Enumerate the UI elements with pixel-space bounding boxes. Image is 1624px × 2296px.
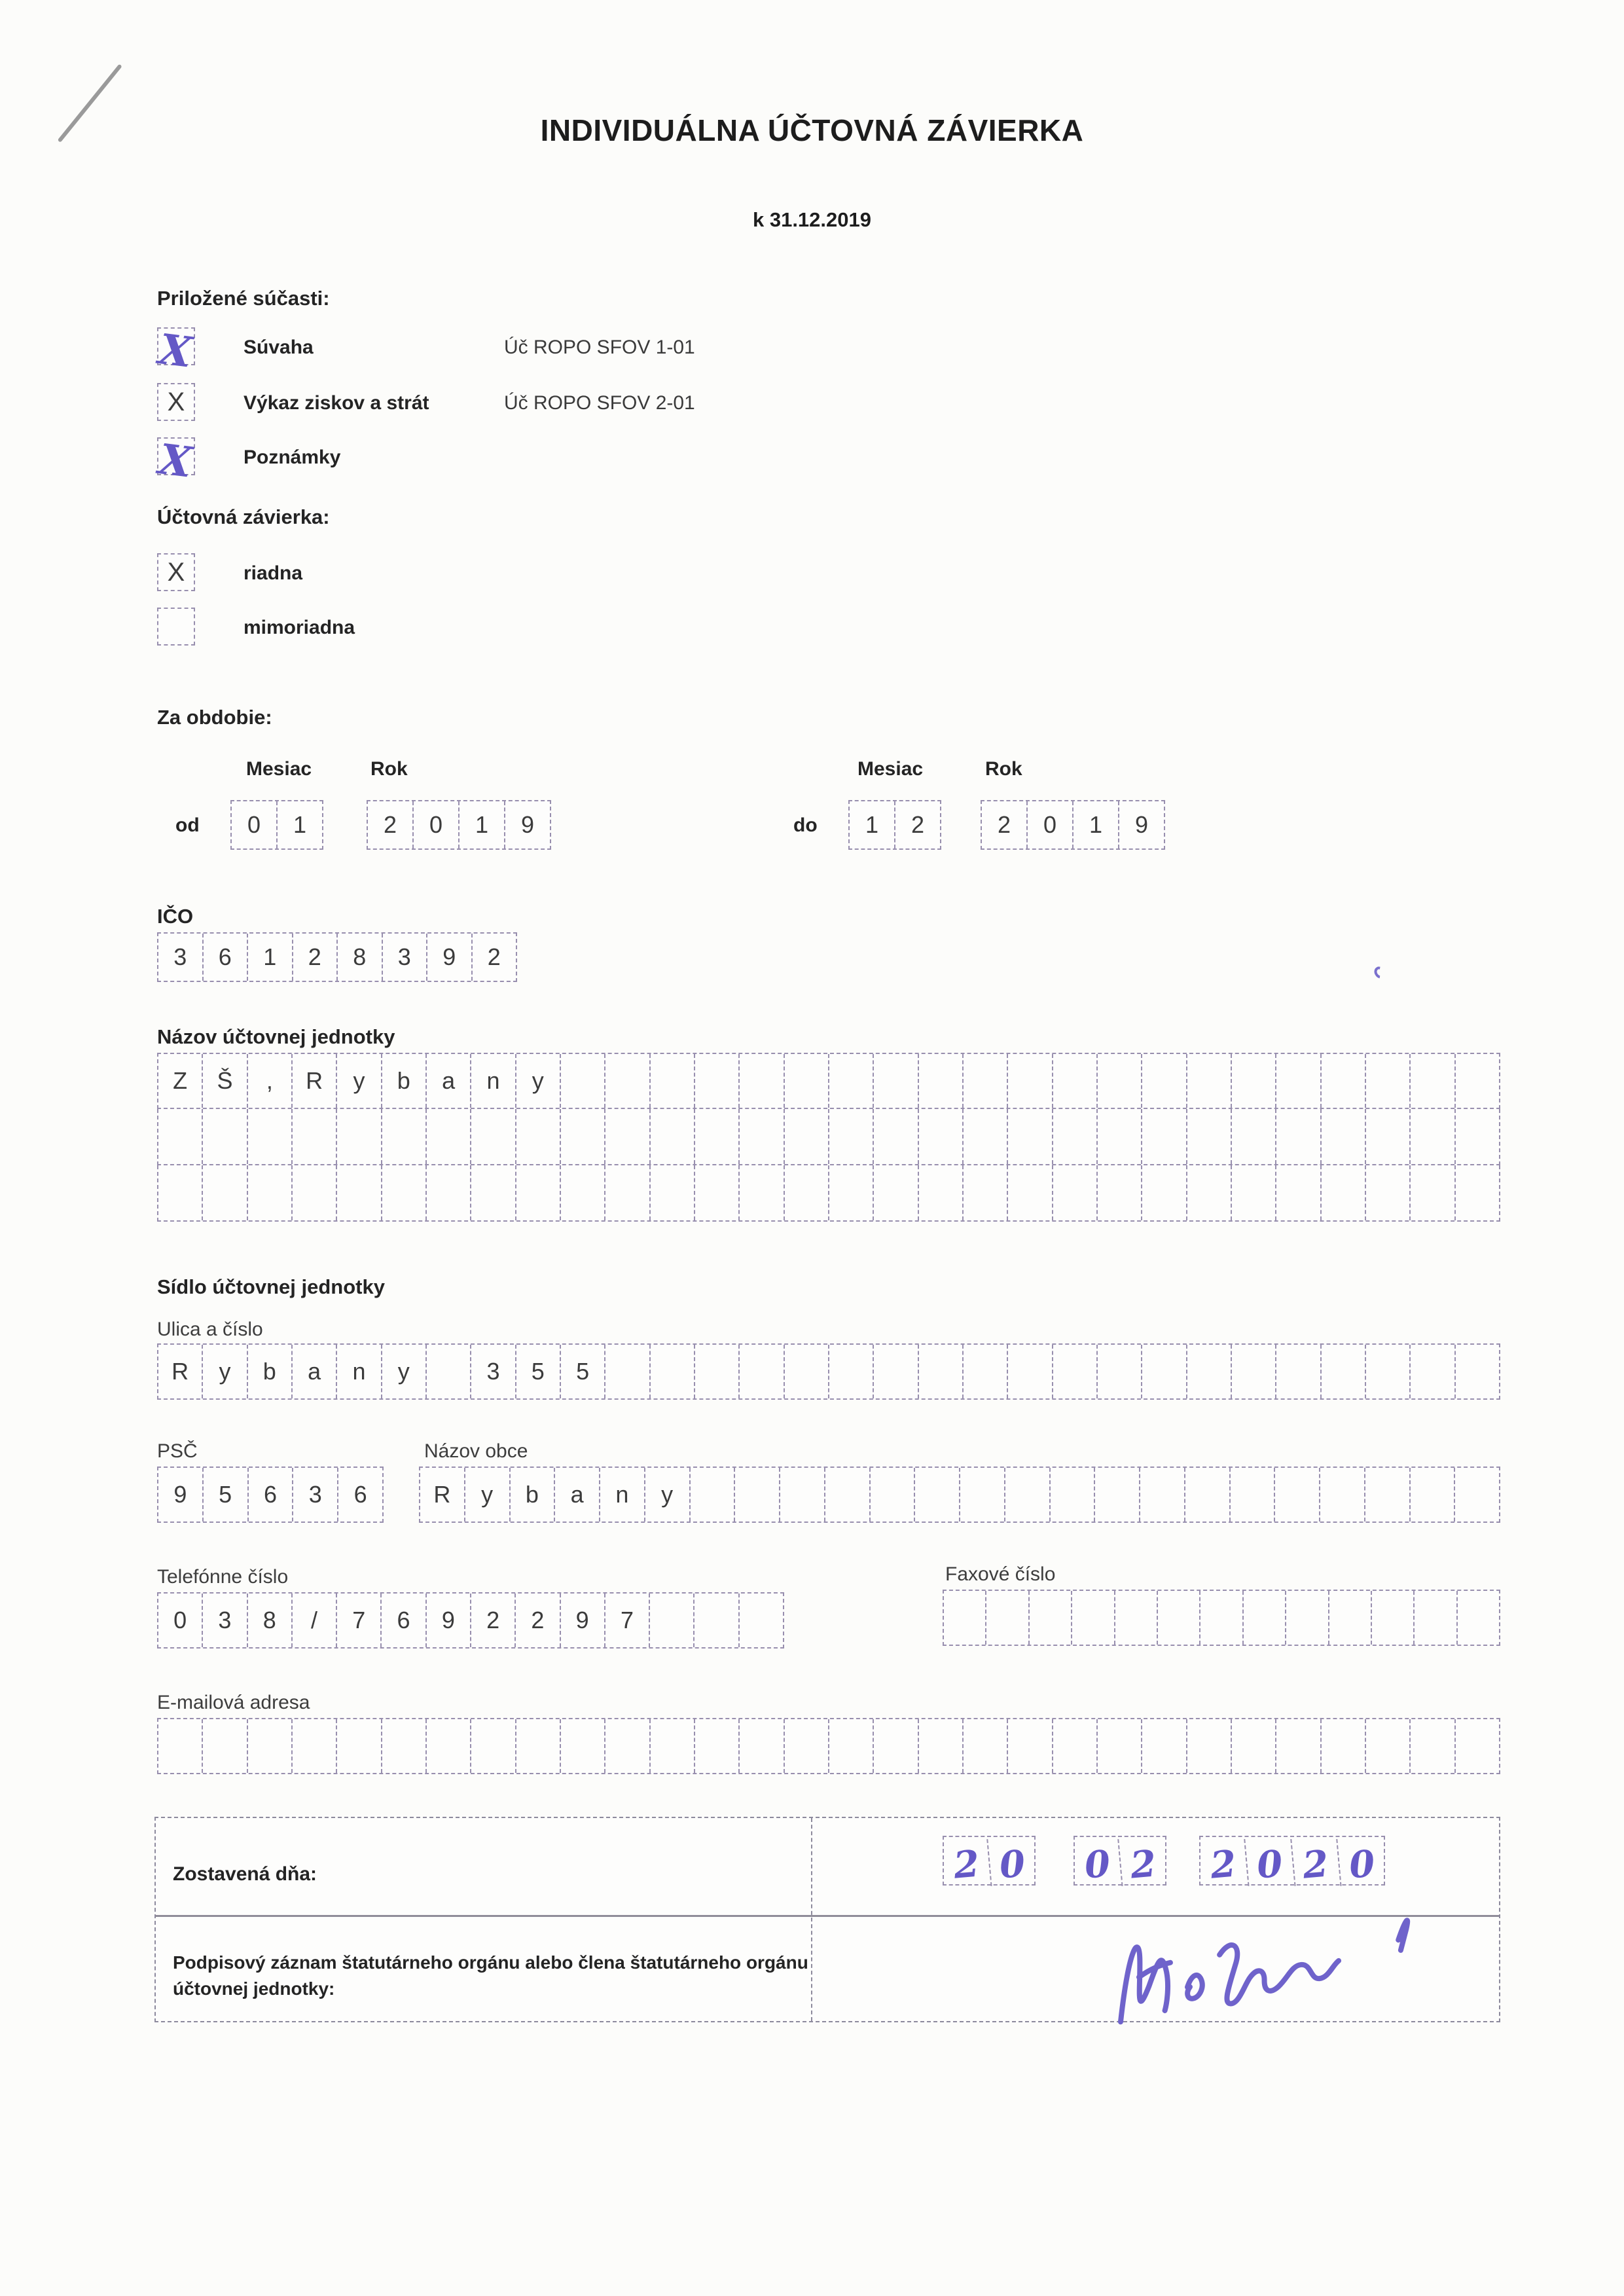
grid-cell[interactable] (427, 1719, 471, 1773)
grid-cell[interactable] (1322, 1345, 1366, 1398)
grid-cell[interactable] (1232, 1054, 1276, 1108)
grid-cell[interactable] (1411, 1719, 1455, 1773)
sidlo-heading: Sídlo účtovnej jednotky (157, 1275, 385, 1298)
ink-speck (1372, 964, 1388, 981)
grid-cell[interactable] (1322, 1054, 1366, 1108)
grid-cell[interactable] (471, 1109, 516, 1164)
grid-cell[interactable]: n (471, 1054, 516, 1108)
grid-cell[interactable] (785, 1719, 829, 1773)
grid-cell[interactable]: 2 (911, 811, 925, 838)
grid-cell[interactable] (1053, 1345, 1098, 1398)
x-mark-handwritten: X (156, 435, 195, 488)
grid-cell[interactable] (1366, 1165, 1411, 1220)
grid-cell[interactable] (158, 1109, 203, 1164)
signature (1093, 1908, 1434, 2036)
label-riadna: riadna (244, 562, 303, 584)
grid-cell[interactable] (1098, 1719, 1142, 1773)
zostavena-label: Zostavená dňa: (173, 1863, 317, 1885)
grid-cell[interactable]: R (158, 1345, 203, 1398)
grid-cell[interactable] (1008, 1054, 1053, 1108)
rok-label-left: Rok (370, 758, 408, 780)
grid-cell[interactable] (964, 1719, 1008, 1773)
grid-cell[interactable] (1456, 1054, 1499, 1108)
grid-cell[interactable] (1411, 1468, 1456, 1522)
grid-cell[interactable] (829, 1054, 874, 1108)
grid-cell[interactable] (427, 1165, 471, 1220)
grid-cell[interactable] (1053, 1109, 1098, 1164)
grid-cell[interactable]: a (555, 1468, 600, 1522)
ico-grid[interactable] (157, 932, 517, 982)
grid-cell[interactable] (337, 1719, 382, 1773)
grid-cell[interactable] (203, 1719, 247, 1773)
grid-cell[interactable] (1185, 1468, 1231, 1522)
date-year-grid[interactable] (1199, 1836, 1385, 1886)
grid-cell[interactable] (1098, 1345, 1142, 1398)
grid-cell[interactable] (1232, 1109, 1276, 1164)
mesiac-label-right: Mesiac (857, 758, 924, 780)
grid-cell[interactable]: n (600, 1468, 645, 1522)
grid-cell[interactable] (1142, 1165, 1187, 1220)
grid-cell[interactable] (1276, 1054, 1321, 1108)
grid-cell[interactable]: 1 (248, 934, 293, 981)
grid-cell[interactable] (1365, 1468, 1411, 1522)
grid-cell[interactable]: y (337, 1054, 382, 1108)
page-title: INDIVIDUÁLNA ÚČTOVNÁ ZÁVIERKA (540, 113, 1084, 147)
grid-cell[interactable]: 2 (1199, 1839, 1250, 1890)
grid-cell[interactable] (651, 1109, 695, 1164)
grid-cell[interactable] (874, 1054, 918, 1108)
page-subtitle: k 31.12.2019 (752, 208, 871, 231)
grid-cell[interactable] (919, 1345, 964, 1398)
email-label: E-mailová adresa (157, 1692, 310, 1713)
grid-cell[interactable]: 1 (850, 801, 895, 848)
obec-label: Názov obce (424, 1440, 528, 1462)
grid-cell[interactable] (1051, 1468, 1096, 1522)
label-suvaha: Súvaha (244, 337, 314, 358)
label-poznamky: Poznámky (244, 446, 341, 468)
grid-cell[interactable] (1095, 1468, 1140, 1522)
grid-cell[interactable] (1008, 1719, 1053, 1773)
grid-cell[interactable]: 6 (353, 1481, 367, 1508)
grid-cell[interactable] (1322, 1719, 1366, 1773)
grid-cell[interactable] (1276, 1109, 1321, 1164)
fax-grid[interactable] (943, 1590, 1500, 1646)
grid-cell[interactable] (829, 1719, 874, 1773)
grid-cell[interactable] (516, 1719, 561, 1773)
grid-cell[interactable] (780, 1468, 825, 1522)
grid-cell[interactable] (874, 1109, 918, 1164)
nazov-grid-row-1[interactable] (157, 1053, 1500, 1109)
grid-cell[interactable] (1329, 1591, 1372, 1645)
grid-cell[interactable] (740, 1594, 783, 1647)
grid-cell[interactable] (1366, 1054, 1411, 1108)
grid-cell[interactable] (651, 1054, 695, 1108)
grid-cell[interactable] (735, 1468, 780, 1522)
do-label: do (793, 814, 818, 836)
grid-cell[interactable] (829, 1109, 874, 1164)
grid-cell[interactable] (874, 1345, 918, 1398)
grid-cell[interactable]: Š (203, 1054, 247, 1108)
grid-cell[interactable]: 3 (158, 934, 204, 981)
grid-cell[interactable] (691, 1468, 736, 1522)
grid-cell[interactable] (1411, 1109, 1455, 1164)
x-mark-handwritten: X (156, 325, 195, 378)
period-heading: Za obdobie: (157, 706, 272, 729)
psc-label: PSČ (157, 1440, 198, 1462)
x-mark-printed: X (167, 388, 185, 416)
grid-cell[interactable] (1411, 1345, 1455, 1398)
grid-cell[interactable] (605, 1345, 650, 1398)
grid-cell[interactable] (1072, 1591, 1115, 1645)
grid-cell[interactable] (1142, 1719, 1187, 1773)
grid-cell[interactable] (1286, 1591, 1329, 1645)
grid-cell[interactable] (1366, 1109, 1411, 1164)
grid-cell[interactable] (785, 1345, 829, 1398)
nazov-heading: Názov účtovnej jednotky (157, 1025, 395, 1048)
grid-cell[interactable]: Z (158, 1054, 203, 1108)
podpis-label: Podpisový záznam štatutárneho orgánu alebo člena štatutárneho orgánu účtovnej jednotky: (173, 1952, 808, 1999)
grid-cell[interactable] (1098, 1054, 1142, 1108)
code-vykaz: Úč ROPO SFOV 2-01 (504, 392, 695, 414)
grid-cell[interactable] (785, 1054, 829, 1108)
grid-cell[interactable]: 9 (1134, 811, 1149, 838)
grid-cell[interactable]: 9 (427, 934, 473, 981)
label-mimoriadna: mimoriadna (244, 617, 355, 638)
grid-cell[interactable] (695, 1109, 740, 1164)
grid-cell[interactable]: 0 (158, 1594, 203, 1647)
tel-grid[interactable] (157, 1592, 784, 1649)
grid-cell[interactable] (1200, 1591, 1243, 1645)
checkbox-poznamky[interactable] (156, 435, 195, 488)
grid-cell[interactable]: 3 (383, 934, 428, 981)
grid-cell[interactable] (1008, 1345, 1053, 1398)
grid-cell[interactable] (695, 1345, 740, 1398)
grid-cell[interactable]: 7 (337, 1594, 382, 1647)
grid-cell[interactable] (561, 1054, 605, 1108)
mesiac-label-left: Mesiac (246, 758, 312, 780)
grid-cell[interactable]: 5 (204, 1468, 249, 1522)
grid-cell[interactable]: 1 (1074, 801, 1119, 848)
grid-cell[interactable] (986, 1591, 1029, 1645)
grid-cell[interactable]: 3 (203, 1594, 247, 1647)
grid-cell[interactable]: 0 (1245, 1839, 1295, 1890)
grid-cell[interactable] (964, 1165, 1008, 1220)
grid-cell[interactable]: 6 (204, 934, 249, 981)
grid-cell[interactable]: y (516, 1054, 561, 1108)
grid-cell[interactable] (382, 1165, 427, 1220)
grid-cell[interactable] (740, 1345, 784, 1398)
grid-cell[interactable] (1187, 1719, 1232, 1773)
grid-cell[interactable]: 0 (998, 1842, 1027, 1887)
grid-cell[interactable] (471, 1719, 516, 1773)
grid-cell[interactable]: a (293, 1345, 337, 1398)
grid-cell[interactable]: n (337, 1345, 382, 1398)
grid-cell[interactable]: R (420, 1468, 465, 1522)
grid-cell[interactable] (695, 1719, 740, 1773)
grid-cell[interactable]: 8 (338, 934, 383, 981)
grid-cell[interactable]: 9 (158, 1468, 204, 1522)
grid-cell[interactable]: 2 (487, 943, 501, 970)
grid-cell[interactable] (829, 1165, 874, 1220)
od-rok-grid[interactable] (367, 800, 551, 850)
grid-cell[interactable] (1232, 1165, 1276, 1220)
grid-cell[interactable]: a (427, 1054, 471, 1108)
grid-cell[interactable] (919, 1054, 964, 1108)
ico-label: IČO (157, 905, 194, 928)
x-mark-printed: X (167, 558, 185, 587)
grid-cell[interactable] (919, 1719, 964, 1773)
grid-cell[interactable] (1053, 1719, 1098, 1773)
grid-cell[interactable] (293, 1719, 337, 1773)
grid-cell[interactable]: 2 (516, 1594, 560, 1647)
grid-cell[interactable] (1456, 1345, 1499, 1398)
grid-cell[interactable] (203, 1109, 247, 1164)
grid-cell[interactable] (561, 1109, 605, 1164)
grid-cell[interactable]: y (645, 1468, 691, 1522)
grid-cell[interactable]: b (248, 1345, 293, 1398)
fax-label: Faxové číslo (945, 1563, 1056, 1585)
grid-cell[interactable] (561, 1165, 605, 1220)
grid-cell[interactable] (1275, 1468, 1320, 1522)
grid-cell[interactable] (1458, 1591, 1499, 1645)
grid-cell[interactable] (915, 1468, 960, 1522)
grid-cell[interactable] (1231, 1468, 1276, 1522)
obec-grid[interactable] (419, 1467, 1500, 1523)
grid-cell[interactable]: 5 (516, 1345, 561, 1398)
grid-cell[interactable] (1008, 1109, 1053, 1164)
grid-cell[interactable] (293, 1165, 337, 1220)
grid-cell[interactable] (695, 1165, 740, 1220)
grid-cell[interactable] (1098, 1165, 1142, 1220)
grid-cell[interactable] (1158, 1591, 1200, 1645)
grid-cell[interactable] (1115, 1591, 1158, 1645)
grid-cell[interactable] (1187, 1165, 1232, 1220)
grid-cell[interactable]: b (382, 1054, 427, 1108)
grid-cell[interactable]: 8 (248, 1594, 293, 1647)
grid-cell[interactable] (1005, 1468, 1051, 1522)
label-vykaz: Výkaz ziskov a strát (244, 392, 429, 414)
grid-cell[interactable]: , (248, 1054, 293, 1108)
grid-cell[interactable]: b (511, 1468, 556, 1522)
grid-cell[interactable] (1322, 1165, 1366, 1220)
code-suvaha: Úč ROPO SFOV 1-01 (504, 337, 695, 358)
grid-cell[interactable]: 6 (382, 1594, 426, 1647)
grid-cell[interactable] (1232, 1719, 1276, 1773)
grid-cell[interactable] (1276, 1345, 1321, 1398)
grid-cell[interactable] (203, 1165, 247, 1220)
grid-cell[interactable] (740, 1719, 784, 1773)
grid-cell[interactable] (695, 1594, 739, 1647)
grid-cell[interactable] (337, 1109, 382, 1164)
grid-cell[interactable] (605, 1109, 650, 1164)
grid-cell[interactable] (1411, 1165, 1455, 1220)
psc-grid[interactable] (157, 1467, 384, 1523)
grid-cell[interactable] (944, 1591, 986, 1645)
grid-cell[interactable] (1322, 1109, 1366, 1164)
grid-cell[interactable] (1140, 1468, 1185, 1522)
grid-cell[interactable] (871, 1468, 916, 1522)
od-mesiac-grid[interactable] (230, 800, 323, 850)
grid-cell[interactable]: 7 (605, 1594, 650, 1647)
grid-cell[interactable] (337, 1165, 382, 1220)
attached-parts-heading: Priložené súčasti: (157, 287, 330, 310)
date-day-grid[interactable] (943, 1836, 1036, 1886)
grid-cell[interactable]: 3 (293, 1468, 338, 1522)
grid-cell[interactable]: 2 (943, 1839, 992, 1890)
grid-cell[interactable] (650, 1594, 695, 1647)
ulica-label: Ulica a číslo (157, 1319, 263, 1340)
grid-cell[interactable]: 1 (293, 811, 307, 838)
grid-cell[interactable]: 0 (1346, 1842, 1377, 1887)
tel-label: Telefónne číslo (157, 1566, 289, 1588)
grid-cell[interactable]: 1 (460, 801, 505, 848)
date-month-grid[interactable] (1074, 1836, 1166, 1886)
grid-cell[interactable] (293, 1109, 337, 1164)
grid-cell[interactable] (1142, 1109, 1187, 1164)
grid-cell[interactable] (1053, 1165, 1098, 1220)
grid-cell[interactable] (785, 1165, 829, 1220)
grid-cell[interactable] (874, 1165, 918, 1220)
grid-cell[interactable] (1411, 1054, 1455, 1108)
grid-cell[interactable]: 2 (471, 1594, 516, 1647)
grid-cell[interactable] (874, 1719, 918, 1773)
grid-cell[interactable] (964, 1345, 1008, 1398)
grid-cell[interactable] (605, 1165, 650, 1220)
grid-cell[interactable] (1276, 1165, 1321, 1220)
grid-cell[interactable] (1008, 1165, 1053, 1220)
grid-cell[interactable] (651, 1719, 695, 1773)
grid-cell[interactable] (964, 1109, 1008, 1164)
grid-cell[interactable]: 2 (982, 801, 1028, 848)
grid-cell[interactable]: 3 (471, 1345, 516, 1398)
checkbox-mimoriadna[interactable] (157, 608, 195, 646)
grid-cell[interactable] (1187, 1109, 1232, 1164)
grid-cell[interactable]: 2 (1128, 1842, 1158, 1887)
grid-cell[interactable] (1232, 1345, 1276, 1398)
grid-cell[interactable] (248, 1109, 293, 1164)
grid-cell[interactable] (471, 1165, 516, 1220)
grid-cell[interactable] (1142, 1345, 1187, 1398)
nazov-grid-row-3[interactable] (157, 1165, 1500, 1222)
grid-cell[interactable]: 6 (249, 1468, 294, 1522)
grid-cell[interactable] (1053, 1054, 1098, 1108)
grid-cell[interactable] (1244, 1591, 1286, 1645)
grid-cell[interactable]: 9 (520, 811, 535, 838)
grid-cell[interactable] (1320, 1468, 1365, 1522)
grid-cell[interactable] (919, 1109, 964, 1164)
od-label: od (175, 814, 200, 836)
grid-cell[interactable] (695, 1054, 740, 1108)
grid-cell[interactable] (1456, 1165, 1499, 1220)
grid-cell[interactable] (1415, 1591, 1457, 1645)
grid-cell[interactable] (248, 1165, 293, 1220)
grid-cell[interactable] (1372, 1591, 1415, 1645)
grid-cell[interactable]: 5 (561, 1345, 605, 1398)
grid-cell[interactable] (825, 1468, 871, 1522)
grid-cell[interactable] (960, 1468, 1005, 1522)
grid-cell[interactable] (1187, 1054, 1232, 1108)
rok-label-right: Rok (985, 758, 1022, 780)
grid-cell[interactable]: 9 (427, 1594, 471, 1647)
grid-cell[interactable] (561, 1719, 605, 1773)
checkbox-suvaha[interactable] (156, 325, 195, 378)
grid-cell[interactable]: 0 (1074, 1839, 1123, 1890)
grid-cell[interactable] (964, 1054, 1008, 1108)
grid-cell[interactable] (1142, 1054, 1187, 1108)
checkbox-vykaz[interactable] (157, 383, 195, 421)
grid-cell[interactable] (919, 1165, 964, 1220)
do-rok-grid[interactable] (981, 800, 1165, 850)
grid-cell[interactable]: 9 (561, 1594, 605, 1647)
grid-cell[interactable]: y (203, 1345, 247, 1398)
grid-cell[interactable] (1098, 1109, 1142, 1164)
grid-cell[interactable]: R (293, 1054, 337, 1108)
ulica-grid[interactable] (157, 1343, 1500, 1400)
grid-cell[interactable] (427, 1109, 471, 1164)
zavierka-heading: Účtovná závierka: (157, 505, 330, 528)
grid-cell[interactable] (740, 1109, 784, 1164)
email-grid[interactable] (157, 1718, 1500, 1774)
grid-cell[interactable] (1366, 1345, 1411, 1398)
grid-cell[interactable] (785, 1109, 829, 1164)
do-mesiac-grid[interactable] (848, 800, 941, 850)
grid-cell[interactable]: 2 (293, 934, 338, 981)
grid-cell[interactable]: 0 (1028, 801, 1074, 848)
grid-cell[interactable] (516, 1109, 561, 1164)
grid-cell[interactable] (829, 1345, 874, 1398)
grid-cell[interactable] (1187, 1345, 1232, 1398)
grid-cell[interactable] (1030, 1591, 1072, 1645)
checkbox-riadna[interactable] (157, 553, 195, 591)
grid-cell[interactable] (1456, 1719, 1499, 1773)
grid-cell[interactable] (427, 1345, 471, 1398)
nazov-grid-row-2[interactable] (157, 1109, 1500, 1165)
grid-cell[interactable] (158, 1719, 203, 1773)
grid-cell[interactable] (651, 1165, 695, 1220)
grid-cell[interactable]: 0 (414, 801, 460, 848)
grid-cell[interactable] (651, 1345, 695, 1398)
grid-cell[interactable] (382, 1109, 427, 1164)
grid-cell[interactable] (158, 1165, 203, 1220)
grid-cell[interactable]: 0 (232, 801, 278, 848)
grid-cell[interactable]: 2 (368, 801, 414, 848)
grid-cell[interactable] (248, 1719, 293, 1773)
grid-cell[interactable] (1366, 1719, 1411, 1773)
grid-cell[interactable] (1455, 1468, 1499, 1522)
grid-cell[interactable]: / (293, 1594, 337, 1647)
grid-cell[interactable] (740, 1165, 784, 1220)
grid-cell[interactable] (605, 1719, 650, 1773)
grid-cell[interactable] (1456, 1109, 1499, 1164)
grid-cell[interactable] (740, 1054, 784, 1108)
grid-cell[interactable]: y (382, 1345, 427, 1398)
grid-cell[interactable] (516, 1165, 561, 1220)
grid-cell[interactable]: 2 (1291, 1839, 1342, 1890)
grid-cell[interactable] (1276, 1719, 1321, 1773)
grid-cell[interactable] (382, 1719, 427, 1773)
grid-cell[interactable]: y (465, 1468, 511, 1522)
grid-cell[interactable] (605, 1054, 650, 1108)
